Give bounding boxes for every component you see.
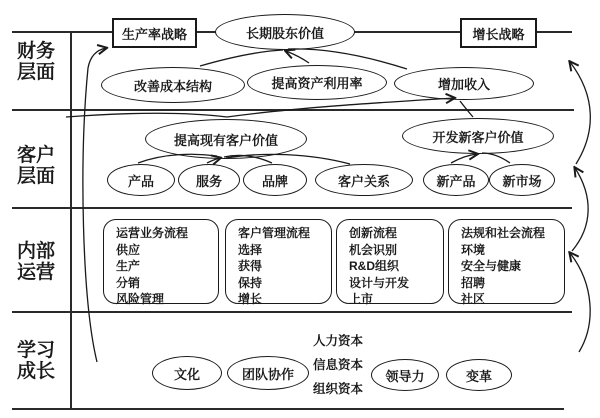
- perspective-customer-line1: 客户: [16, 145, 55, 166]
- process-item: 安全与健康: [461, 259, 522, 273]
- process-item: 招聘: [461, 275, 486, 290]
- perspective-internal: [8, 241, 64, 283]
- process-item: 供应: [116, 242, 141, 257]
- divider-financial-customer: [12, 109, 574, 111]
- long-term-shareholder-value-ellipse: 长期股东价值: [215, 14, 355, 50]
- process-item: 环境: [461, 242, 486, 257]
- operations-process-box: [103, 219, 219, 304]
- process-title: 客户管理流程: [238, 226, 311, 240]
- customer-management-process-box: [225, 219, 332, 304]
- growth-strategy-box: 增长战略: [460, 18, 537, 48]
- arrow-cost-to-shareholder: [200, 50, 283, 66]
- customer-relationship-ellipse: 客户关系: [315, 164, 413, 196]
- divider-customer-internal: [12, 207, 572, 209]
- arrow-learning-to-internal-right: [570, 253, 590, 352]
- perspective-financial-line2: 层面: [16, 62, 55, 83]
- regulatory-social-process-box: [448, 219, 565, 304]
- arrow-learning-to-financial: [83, 48, 106, 362]
- divider-internal-learning: [12, 311, 572, 313]
- arrow-customer-to-financial-right: [570, 62, 590, 164]
- increase-asset-utilization-ellipse: 提高资产利用率: [247, 65, 387, 100]
- new-market-ellipse: 新市场: [489, 164, 555, 196]
- process-item: 保持: [238, 275, 263, 290]
- new-customer-value-ellipse: 开发新客户价值: [402, 118, 554, 154]
- process-item: 选择: [238, 242, 263, 257]
- information-capital-label: 信息资本: [313, 358, 364, 372]
- arrow-asset-to-shareholder: [286, 51, 309, 63]
- arrow-existing-to-revenue: [227, 98, 454, 117]
- arrow-existing-left-branch: [66, 113, 227, 117]
- process-item: 上市: [349, 292, 374, 306]
- arrow-newproduct-to-new: [451, 154, 477, 163]
- process-item: R&D组织: [349, 259, 399, 273]
- process-item: 生产: [116, 259, 141, 273]
- productivity-strategy-box: 生产率战略: [112, 18, 197, 48]
- process-title: 创新流程: [349, 226, 398, 240]
- arrow-internal-to-customer-right: [572, 168, 588, 251]
- process-item: 机会识别: [349, 242, 398, 257]
- process-title: 法规和社会流程: [461, 226, 546, 240]
- process-item: 获得: [238, 259, 263, 273]
- process-item: 社区: [461, 292, 486, 306]
- divider-sidebar: [70, 31, 72, 410]
- existing-customer-value-ellipse: 提高现有客户价值: [145, 119, 307, 159]
- service-ellipse: 服务: [178, 164, 240, 196]
- new-product-ellipse: 新产品: [423, 164, 489, 196]
- process-item: 增长: [238, 292, 263, 306]
- perspective-customer-line2: 层面: [16, 166, 55, 187]
- brand-ellipse: 品牌: [243, 164, 307, 196]
- leadership-ellipse: 领导力: [371, 359, 439, 391]
- perspective-customer: [8, 145, 64, 187]
- process-title: 运营业务流程: [116, 226, 189, 240]
- human-capital-label: 人力资本: [313, 334, 364, 348]
- product-ellipse: 产品: [107, 164, 175, 196]
- perspective-financial-line1: 财务: [16, 41, 55, 62]
- perspective-internal-line1: 内部: [16, 241, 55, 262]
- increase-revenue-ellipse: 增加收入: [394, 67, 534, 100]
- arrow-newmarket-to-new: [482, 153, 510, 163]
- teamwork-ellipse: 团队协作: [227, 356, 309, 390]
- perspective-learning-line1: 学习: [16, 340, 55, 361]
- perspective-learning: [8, 340, 64, 382]
- process-item: 设计与开发: [349, 275, 410, 290]
- innovation-process-box: [336, 219, 444, 304]
- change-ellipse: 变革: [446, 359, 512, 391]
- process-item: 分销: [116, 275, 141, 290]
- divider-bottom: [12, 408, 564, 410]
- organization-capital-label: 组织资本: [313, 382, 364, 396]
- perspective-learning-line2: 成长: [16, 361, 55, 382]
- perspective-financial: [8, 41, 64, 83]
- culture-ellipse: 文化: [152, 356, 222, 390]
- process-item: 风险管理: [116, 292, 165, 306]
- perspective-internal-line2: 运营: [16, 262, 55, 283]
- improve-cost-structure-ellipse: 改善成本结构: [101, 67, 245, 103]
